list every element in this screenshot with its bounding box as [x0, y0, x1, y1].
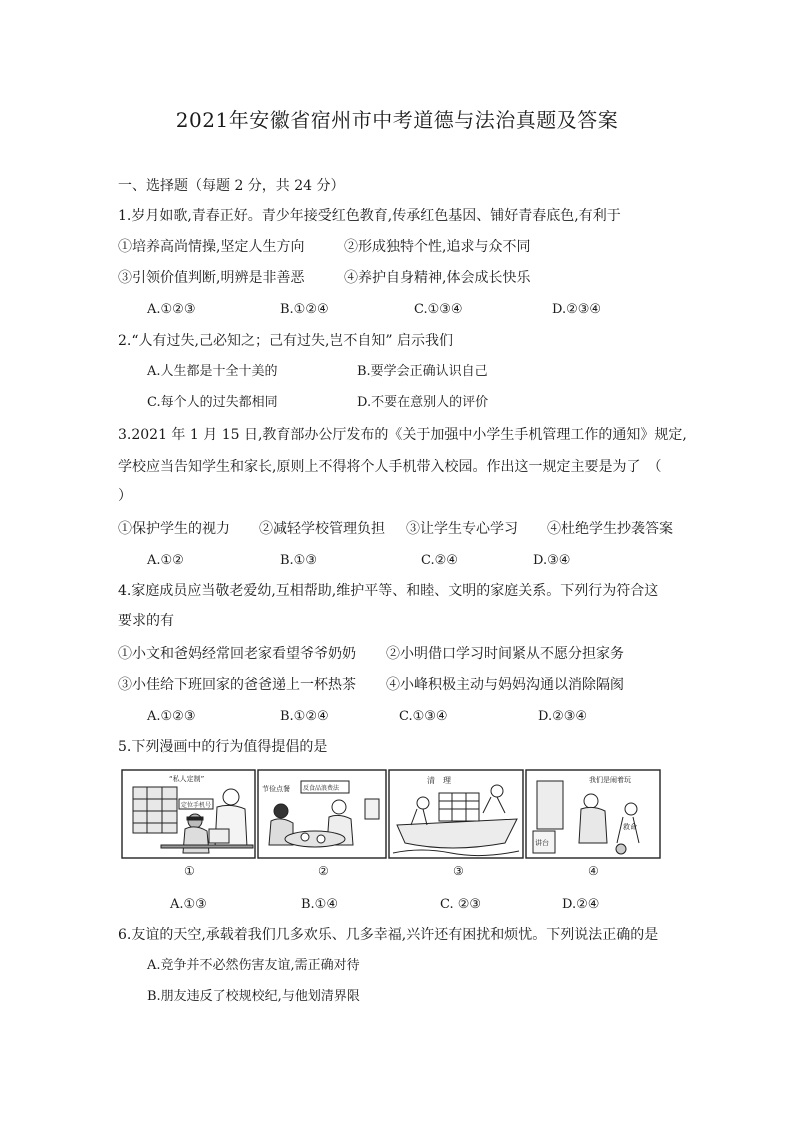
q3-statement-4: ④杜绝学生抄袭答案 [547, 521, 673, 537]
comic-4-board: 讲台 [535, 839, 549, 847]
q1-option-c: C.①③④ [414, 302, 463, 317]
q2-option-a: A.人生都是十全十美的 [147, 364, 278, 379]
q3-statement-3: ③让学生专心学习 [406, 521, 518, 537]
comic-1-label: “私人定制” [169, 775, 205, 783]
comic-panel-4 [526, 770, 660, 858]
comic-caption-2: ② [318, 864, 329, 878]
q1-statement-3: ③引领价值判断,明辨是非善恶 [118, 270, 305, 286]
q4-option-b: B.①②④ [280, 709, 329, 724]
comic-strip [121, 769, 661, 861]
q2-stem: 2.“人有过失,己必知之；己有过失,岂不自知” 启示我们 [118, 333, 454, 349]
q2-option-b: B.要学会正确认识自己 [357, 364, 488, 379]
q3-stem-line-1: 3.2021 年 1 月 15 日,教育部办公厅发布的《关于加强中小学生手机管理工作的通知》规定, [118, 427, 687, 443]
q6-option-a: A.竞争并不必然伤害友谊,需正确对待 [147, 958, 360, 973]
q1-stem: 1.岁月如歌,青春正好。青少年接受红色教育,传承红色基因、铺好青春底色,有利于 [118, 208, 621, 224]
q6-stem: 6.友谊的天空,承载着我们几多欢乐、几多幸福,兴许还有困扰和烦忧。下列说法正确的是 [118, 927, 659, 943]
q4-statement-4: ④小峰积极主动与妈妈沟通以消除隔阂 [386, 677, 624, 693]
q1-statement-2: ②形成独特个性,追求与众不同 [344, 239, 531, 255]
q3-option-a: A.①② [147, 553, 184, 568]
comic-caption-1: ① [184, 864, 195, 878]
q3-statement-1: ①保护学生的视力 [118, 521, 230, 537]
comic-panel-2 [258, 770, 386, 858]
q2-option-d: D.不要在意别人的评价 [357, 395, 489, 410]
comic-1-sign: 定位手机号 [181, 802, 212, 809]
comic-3-label: 清 理 [427, 776, 451, 785]
q5-option-c: C. ②③ [440, 897, 482, 912]
q6-option-b: B.朋友违反了校规校纪,与他划清界限 [147, 989, 360, 1004]
q1-option-d: D.②③④ [552, 302, 602, 317]
q1-statement-1: ①培养高尚情操,坚定人生方向 [118, 239, 305, 255]
q1-statement-4: ④养护自身精神,体会成长快乐 [344, 270, 531, 286]
q4-statement-1: ①小文和爸妈经常回老家看望爷爷奶奶 [118, 646, 356, 662]
section-heading: 一、选择题（每题 2 分，共 24 分） [118, 178, 345, 194]
q5-option-a: A.①③ [170, 897, 207, 912]
comic-panel-3 [389, 770, 523, 858]
comic-2-sign: 反食品浪费法 [303, 785, 340, 792]
q3-option-c: C.②④ [421, 553, 458, 568]
comic-4-label: 我们是闹着玩 [589, 776, 631, 784]
q1-option-b: B.①②④ [280, 302, 329, 317]
q4-stem-line-2: 要求的有 [118, 613, 174, 629]
comic-caption-4: ④ [588, 864, 599, 878]
q3-statement-2: ②减轻学校管理负担 [259, 521, 385, 537]
comic-panel-1 [122, 770, 255, 858]
q3-option-b: B.①③ [280, 553, 317, 568]
q3-option-d: D.③④ [533, 553, 571, 568]
q4-option-a: A.①②③ [147, 709, 196, 724]
q5-stem: 5.下列漫画中的行为值得提倡的是 [118, 739, 328, 755]
comic-2-label: 节俭点餐 [262, 785, 290, 793]
q5-option-d: D.②④ [562, 897, 600, 912]
q4-statement-2: ②小明借口学习时间紧从不愿分担家务 [386, 646, 624, 662]
q1-option-a: A.①②③ [147, 302, 196, 317]
q3-stem-line-2: 学校应当告知学生和家长,原则上不得将个人手机带入校园。作出这一规定主要是为了 （ [118, 459, 662, 475]
q4-option-c: C.①③④ [399, 709, 448, 724]
q4-stem-line-1: 4.家庭成员应当敬老爱幼,互相帮助,维护平等、和睦、文明的家庭关系。下列行为符合这 [118, 583, 659, 599]
q2-option-c: C.每个人的过失都相同 [147, 395, 278, 410]
q4-option-d: D.②③④ [538, 709, 588, 724]
q3-stem-line-3: ） [118, 488, 132, 504]
comic-4-shout: 救命 [623, 823, 637, 831]
q5-option-b: B.①④ [301, 897, 338, 912]
comic-caption-3: ③ [453, 864, 464, 878]
q4-statement-3: ③小佳给下班回家的爸爸递上一杯热茶 [118, 677, 356, 693]
page-title: 2021年安徽省宿州市中考道德与法治真题及答案 [175, 108, 619, 132]
